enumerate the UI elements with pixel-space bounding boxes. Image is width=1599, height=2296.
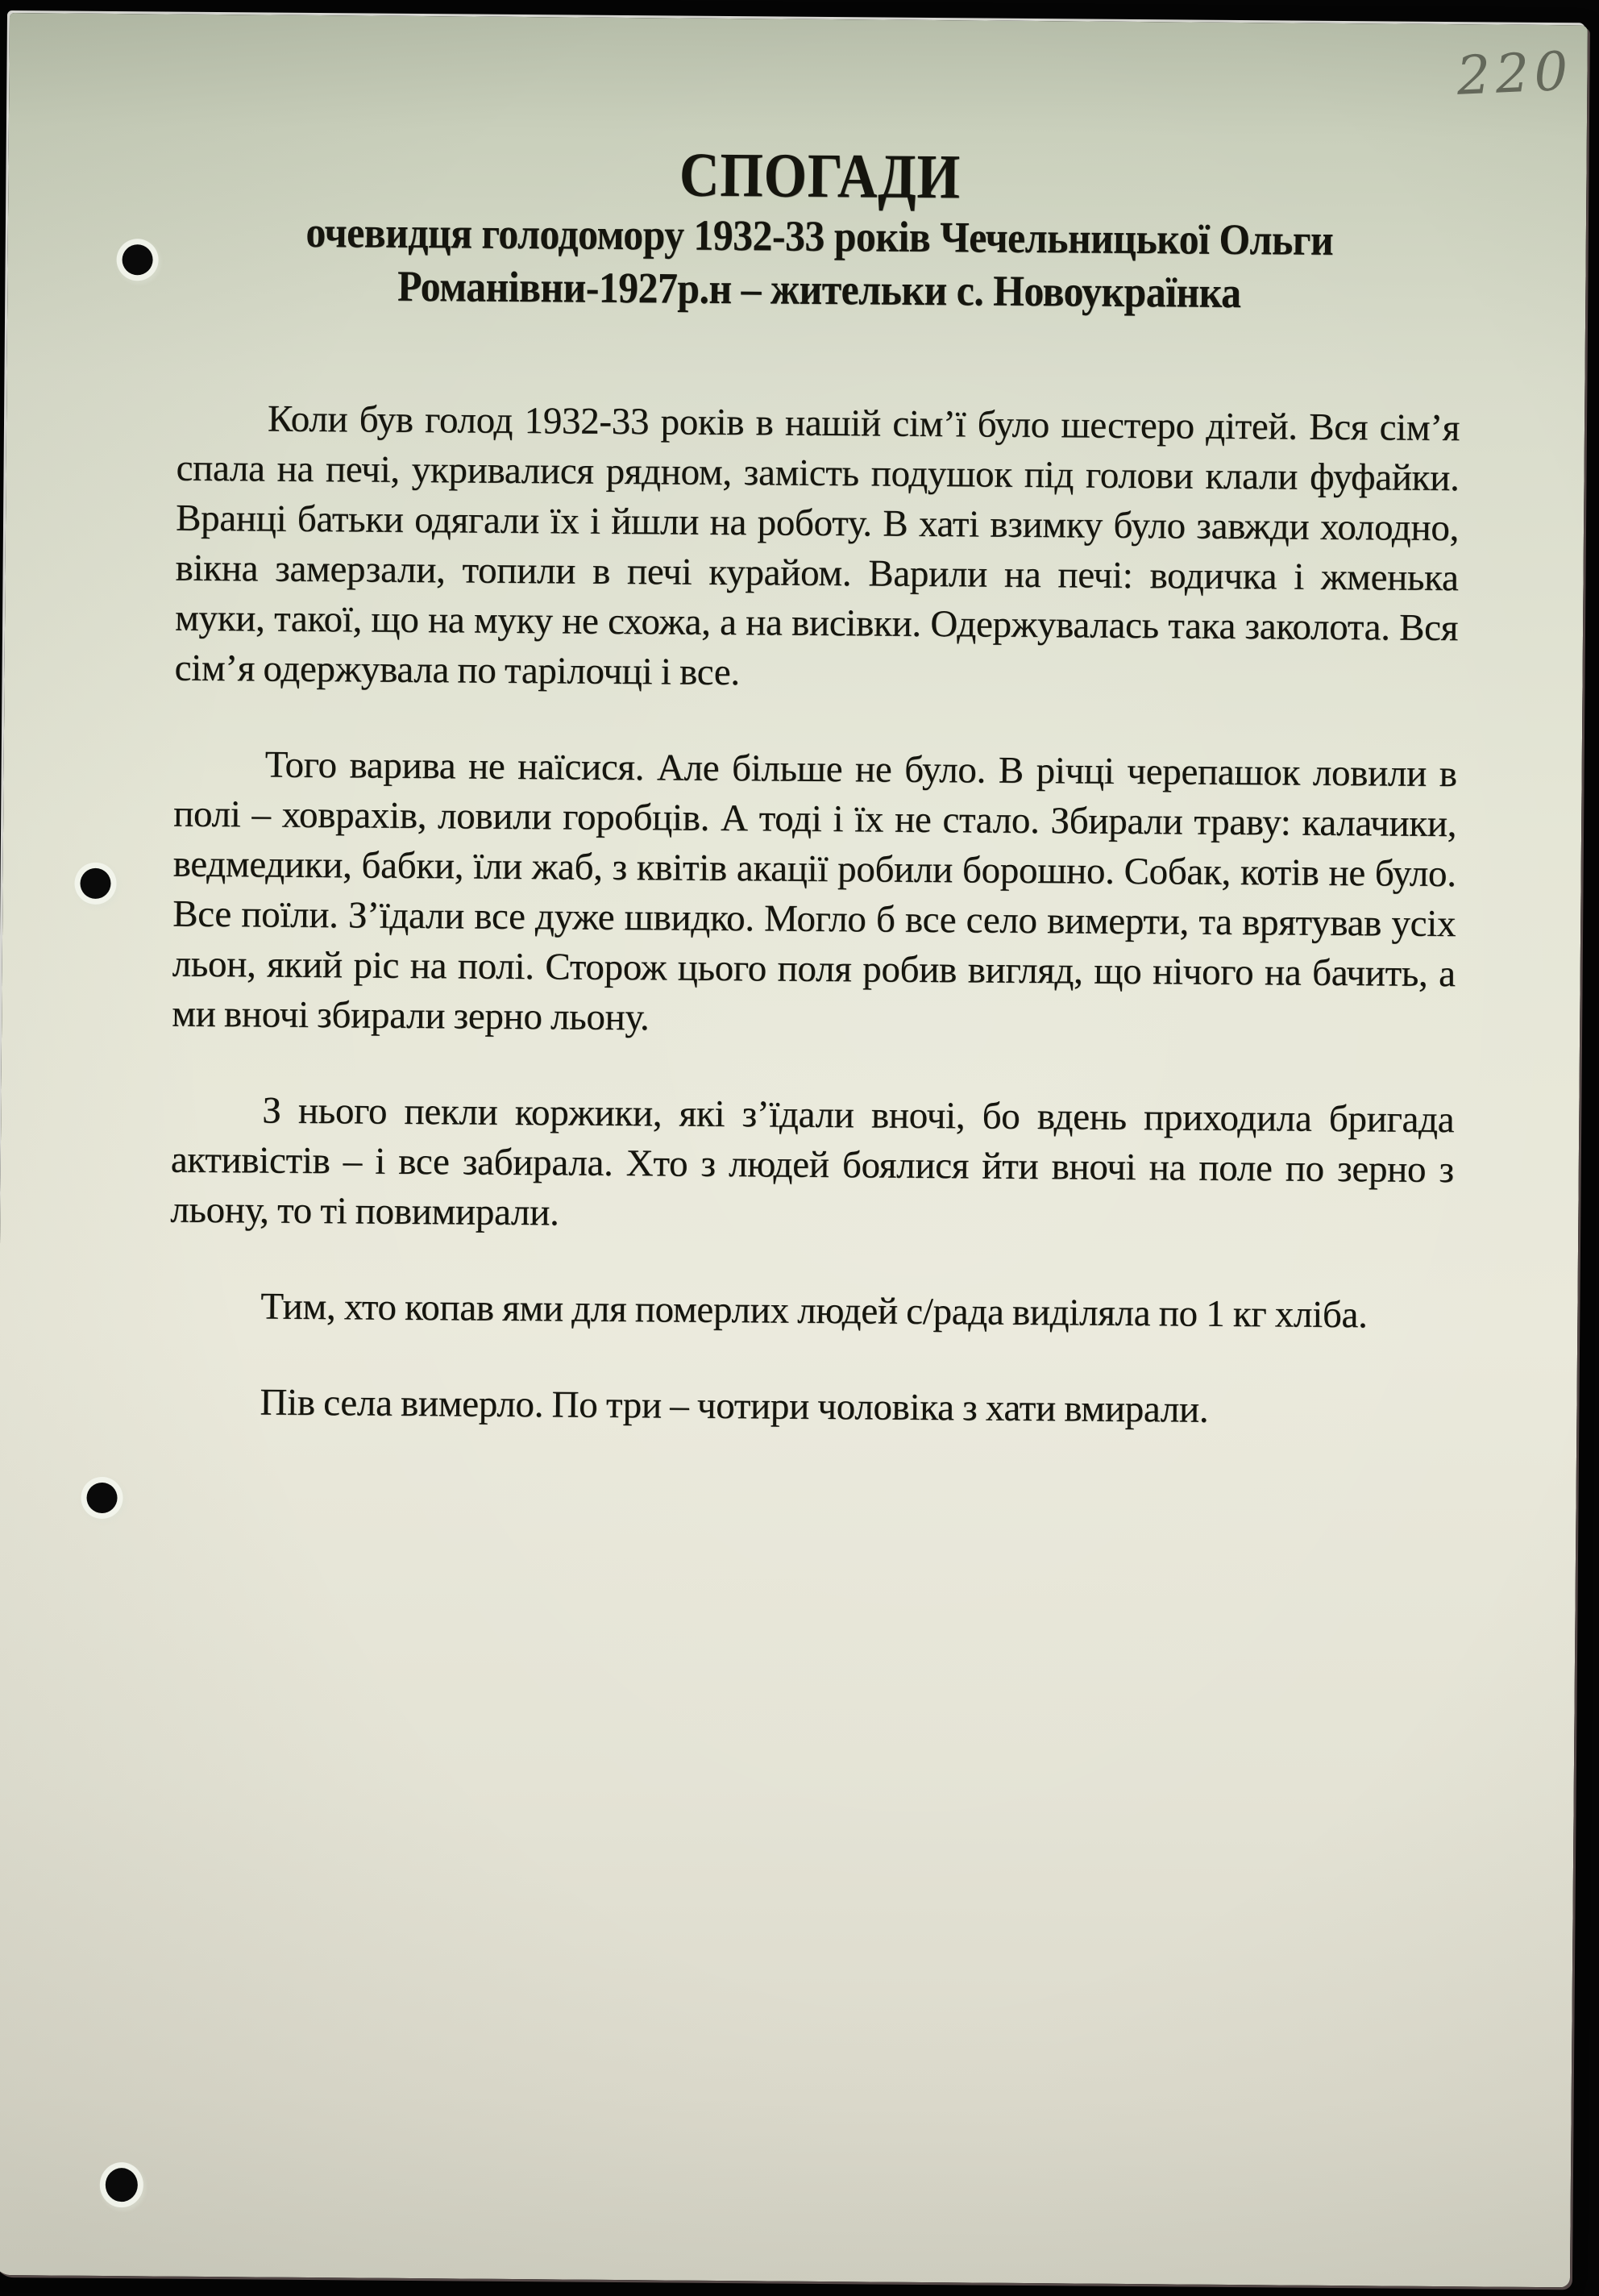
subtitle-line-1: очевидця голодомору 1932-33 років Чечельницької Ольги xyxy=(305,207,1334,264)
paragraph-4: Тим, хто копав ями для померлих людей с/рада виділяла по 1 кг хліба. xyxy=(260,1285,1368,1337)
paragraph-5: Пів села вимерло. По три – чотири чоловіка з хати вмирали. xyxy=(260,1381,1209,1431)
handwritten-page-number: 220 xyxy=(1455,40,1575,107)
document-title: СПОГАДИ xyxy=(679,139,961,212)
paragraph-2: Того варива не наїсися. Але більше не було. В річці черепашок ловили в полі – ховрахів, ловили горобців. А тоді і їх не стало. Збирали траву: калачики, ведмедики, бабки, їли жаб, з квітів акації робили борошно. Собак, котів не було. Все поїли. З’їдали все дуже швидко. Могло б все село вимерти, та врятував усіх льон, який ріс на полі. Сторож цього поля робив вигляд, що нічого на бачить, а ми вночі збирали зерно льону. xyxy=(172,743,1457,1039)
hole-punch-lower-middle xyxy=(86,1483,117,1513)
paragraph-3: З нього пекли коржики, які з’їдали вночі, бо вдень приходила бригада активістів – і все забирала. Хто з людей боялися йти вночі на поле по зерно з льону, то ті повимирали. xyxy=(170,1089,1455,1234)
hole-punch-bottom xyxy=(106,2168,138,2202)
paper-wrapper xyxy=(0,13,1588,2287)
subtitle-line-2: Романівни-1927р.н – жительки с. Новоукраїнка xyxy=(397,261,1241,318)
document-subtitle xyxy=(229,205,1410,320)
hole-punch-top xyxy=(122,244,152,275)
paragraph-1: Коли був голод 1932-33 років в нашій сім’ї було шестеро дітей. Вся сім’я спала на печі, укривалися рядном, замість подушок під голови клали фуфайки. Вранці батьки одягали їх і йшли на роботу. В хаті взимку було завжди холодно, вікна замерзали, топили в печі курайом. Варили на печі: водичка і жменька муки, такої, що на муку не схожа, а на висівки. Одержувалась така заколота. Вся сім’я одержувала по тарілочці і все. xyxy=(174,397,1460,694)
document-content xyxy=(168,15,1463,1483)
hole-punch-upper-middle xyxy=(80,868,110,899)
document-page xyxy=(0,13,1588,2287)
